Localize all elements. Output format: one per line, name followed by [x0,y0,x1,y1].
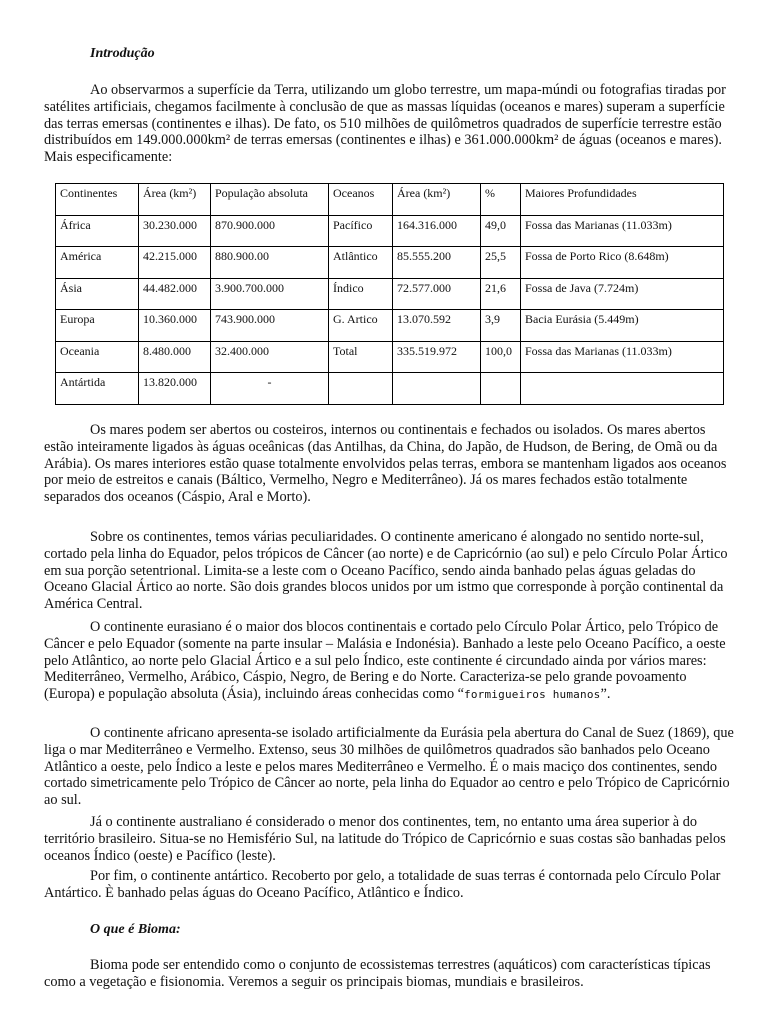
eurasia-text-end: ”. [600,686,611,703]
table-cell: 164.316.000 [393,215,481,247]
intro-heading: Introdução [90,46,155,61]
table-cell: América [56,247,139,279]
table-cell: Fossa de Porto Rico (8.648m) [521,247,724,279]
eurasia-paragraph [44,619,734,704]
table-cell: 3.900.700.000 [211,278,329,310]
table-cell: Fossa das Marianas (11.033m) [521,341,724,373]
table-header: População absoluta [211,184,329,216]
table-cell: Fossa das Marianas (11.033m) [521,215,724,247]
table-cell: 13.070.592 [393,310,481,342]
seas-paragraph: Os mares podem ser abertos ou costeiros, internos ou continentais e fechados ou isolados. Os mares abertos estão inteiramente ligados às águas oceânicas (das Antilhas, da China, do Japão, de Hudson, de Bering, de Omã ou da Arábia). Os mares interiores estão quase totalmente envolvidos pelas terras, embora se mantenham ligados aos oceanos por meio de estreitos e canais (Báltico, Vermelho, Negro e Mediterrâneo). Já os mares fechados estão totalmente separados dos oceanos (Cáspio, Aral e Morto). [44,422,727,506]
table-cell: Bacia Eurásia (5.449m) [521,310,724,342]
table-cell: 30.230.000 [139,215,211,247]
table-cell: 44.482.000 [139,278,211,310]
table-cell: Ásia [56,278,139,310]
table-header: Oceanos [329,184,393,216]
table-cell [329,373,393,405]
africa-paragraph: O continente africano apresenta-se isolado artificialmente da Eurásia pela abertura do Canal de Suez (1869), que liga o mar Mediterrâneo e Vermelho. Extenso, seus 30 milhões de quilômetros quadrados são banhados pelo Oceano Atlântico a oeste, pelo Índico a leste e pelos mares Mediterrâneo e Vermelho. É o mais maciço dos continentes, sendo cortado simetricamente pelo Trópico de Câncer ao norte, pela linha do Equador ao centro e pelo Trópico de Capricórnio ao sul. [44,725,734,809]
table-header: Área (km²) [139,184,211,216]
table-cell: Atlântico [329,247,393,279]
table-cell: 8.480.000 [139,341,211,373]
table-cell: 42.215.000 [139,247,211,279]
table-cell: Total [329,341,393,373]
table-cell: Pacífico [329,215,393,247]
table-header: Área (km²) [393,184,481,216]
table-cell: 743.900.000 [211,310,329,342]
table-cell: Europa [56,310,139,342]
table-cell: 335.519.972 [393,341,481,373]
table-cell: 25,5 [481,247,521,279]
handwritten-phrase: formigueiros humanos [464,688,601,702]
table-row [56,341,724,373]
table-cell: - [211,373,329,405]
table-cell: 49,0 [481,215,521,247]
table-cell: 3,9 [481,310,521,342]
table-row [56,310,724,342]
table-header: Continentes [56,184,139,216]
table-cell [393,373,481,405]
table-cell: 32.400.000 [211,341,329,373]
continents-oceans-table [55,183,724,405]
table-cell: 100,0 [481,341,521,373]
america-paragraph: Sobre os continentes, temos várias peculiaridades. O continente americano é alongado no sentido norte-sul, cortado pela linha do Equador, pelos trópicos de Câncer (ao norte) e de Capricórnio (ao sul) e pelo Círculo Polar Ártico em sua porção setentrional. Limita-se a leste com o Oceano Pacífico, sendo ainda banhado pelas águas geladas do Oceano Glacial Ártico ao norte. São dois grandes blocos unidos por um istmo que corresponde à porção continental da América Central. [44,529,728,613]
eurasia-text: O continente eurasiano é o maior dos blocos continentais e cortado pelo Círculo Polar Ártico, pelo Trópico de Câncer e pelo Equador (somente na parte insular – Malásia e Indonésia). Banhado a leste pelo Oceano Pacífico, a oeste pelo Atlântico, ao norte pelo Glacial Ártico e a sul pelo Índico, este continente é circundado ainda por vários mares: Mediterrâneo, Vermelho, Arábico, Cáspio, Negro, de Bering e do Norte. Caracteriza-se pelo grande povoamento (Europa) e população absoluta (Ásia), incluindo áreas conhecidas como “ [44,619,726,703]
bioma-heading: O que é Bioma: [90,922,181,937]
table-cell: Antártida [56,373,139,405]
table-row [56,215,724,247]
table-cell: 880.900.00 [211,247,329,279]
table-row [56,278,724,310]
table-cell: 10.360.000 [139,310,211,342]
table-header: Maiores Profundidades [521,184,724,216]
table-cell: 13.820.000 [139,373,211,405]
table-cell: Oceania [56,341,139,373]
table-cell: 21,6 [481,278,521,310]
table-cell: África [56,215,139,247]
table-cell: 72.577.000 [393,278,481,310]
table-row [56,373,724,405]
antarctica-paragraph: Por fim, o continente antártico. Recoberto por gelo, a totalidade de suas terras é contornada pelo Círculo Polar Antártico. È banhado pelas águas do Oceano Pacífico, Atlântico e Índico. [44,868,721,901]
table-header: % [481,184,521,216]
table-cell [521,373,724,405]
table-cell: G. Artico [329,310,393,342]
table-header-row [56,184,724,216]
table-cell [481,373,521,405]
bioma-paragraph: Bioma pode ser entendido como o conjunto de ecossistemas terrestres (aquáticos) com características típicas como a vegetação e fisionomia. Veremos a seguir os principais biomas, mundiais e brasileiros. [44,957,711,990]
intro-paragraph: Ao observarmos a superfície da Terra, utilizando um globo terrestre, um mapa-múndi ou fotografias tiradas por satélites artificiais, chegamos facilmente à conclusão de que as massas líquidas (oceanos e mares) superam a superfície das terras emersas (continentes e ilhas). De fato, os 510 milhões de quilômetros quadrados de superfície terrestre estão distribuídos em 149.000.000km² de terras emersas (continentes e ilhas) e 361.000.000km² de águas (oceanos e mares). Mais especificamente: [44,82,726,166]
table-row [56,247,724,279]
table-cell: 870.900.000 [211,215,329,247]
australia-paragraph: Já o continente australiano é considerado o menor dos continentes, tem, no entanto uma área superior à do território brasileiro. Situa-se no Hemisfério Sul, na latitude do Trópico de Capricórnio e suas costas são banhadas pelos oceanos Índico (oeste) e Pacífico (leste). [44,814,726,864]
table-cell: Fossa de Java (7.724m) [521,278,724,310]
table-cell: 85.555.200 [393,247,481,279]
table-cell: Índico [329,278,393,310]
